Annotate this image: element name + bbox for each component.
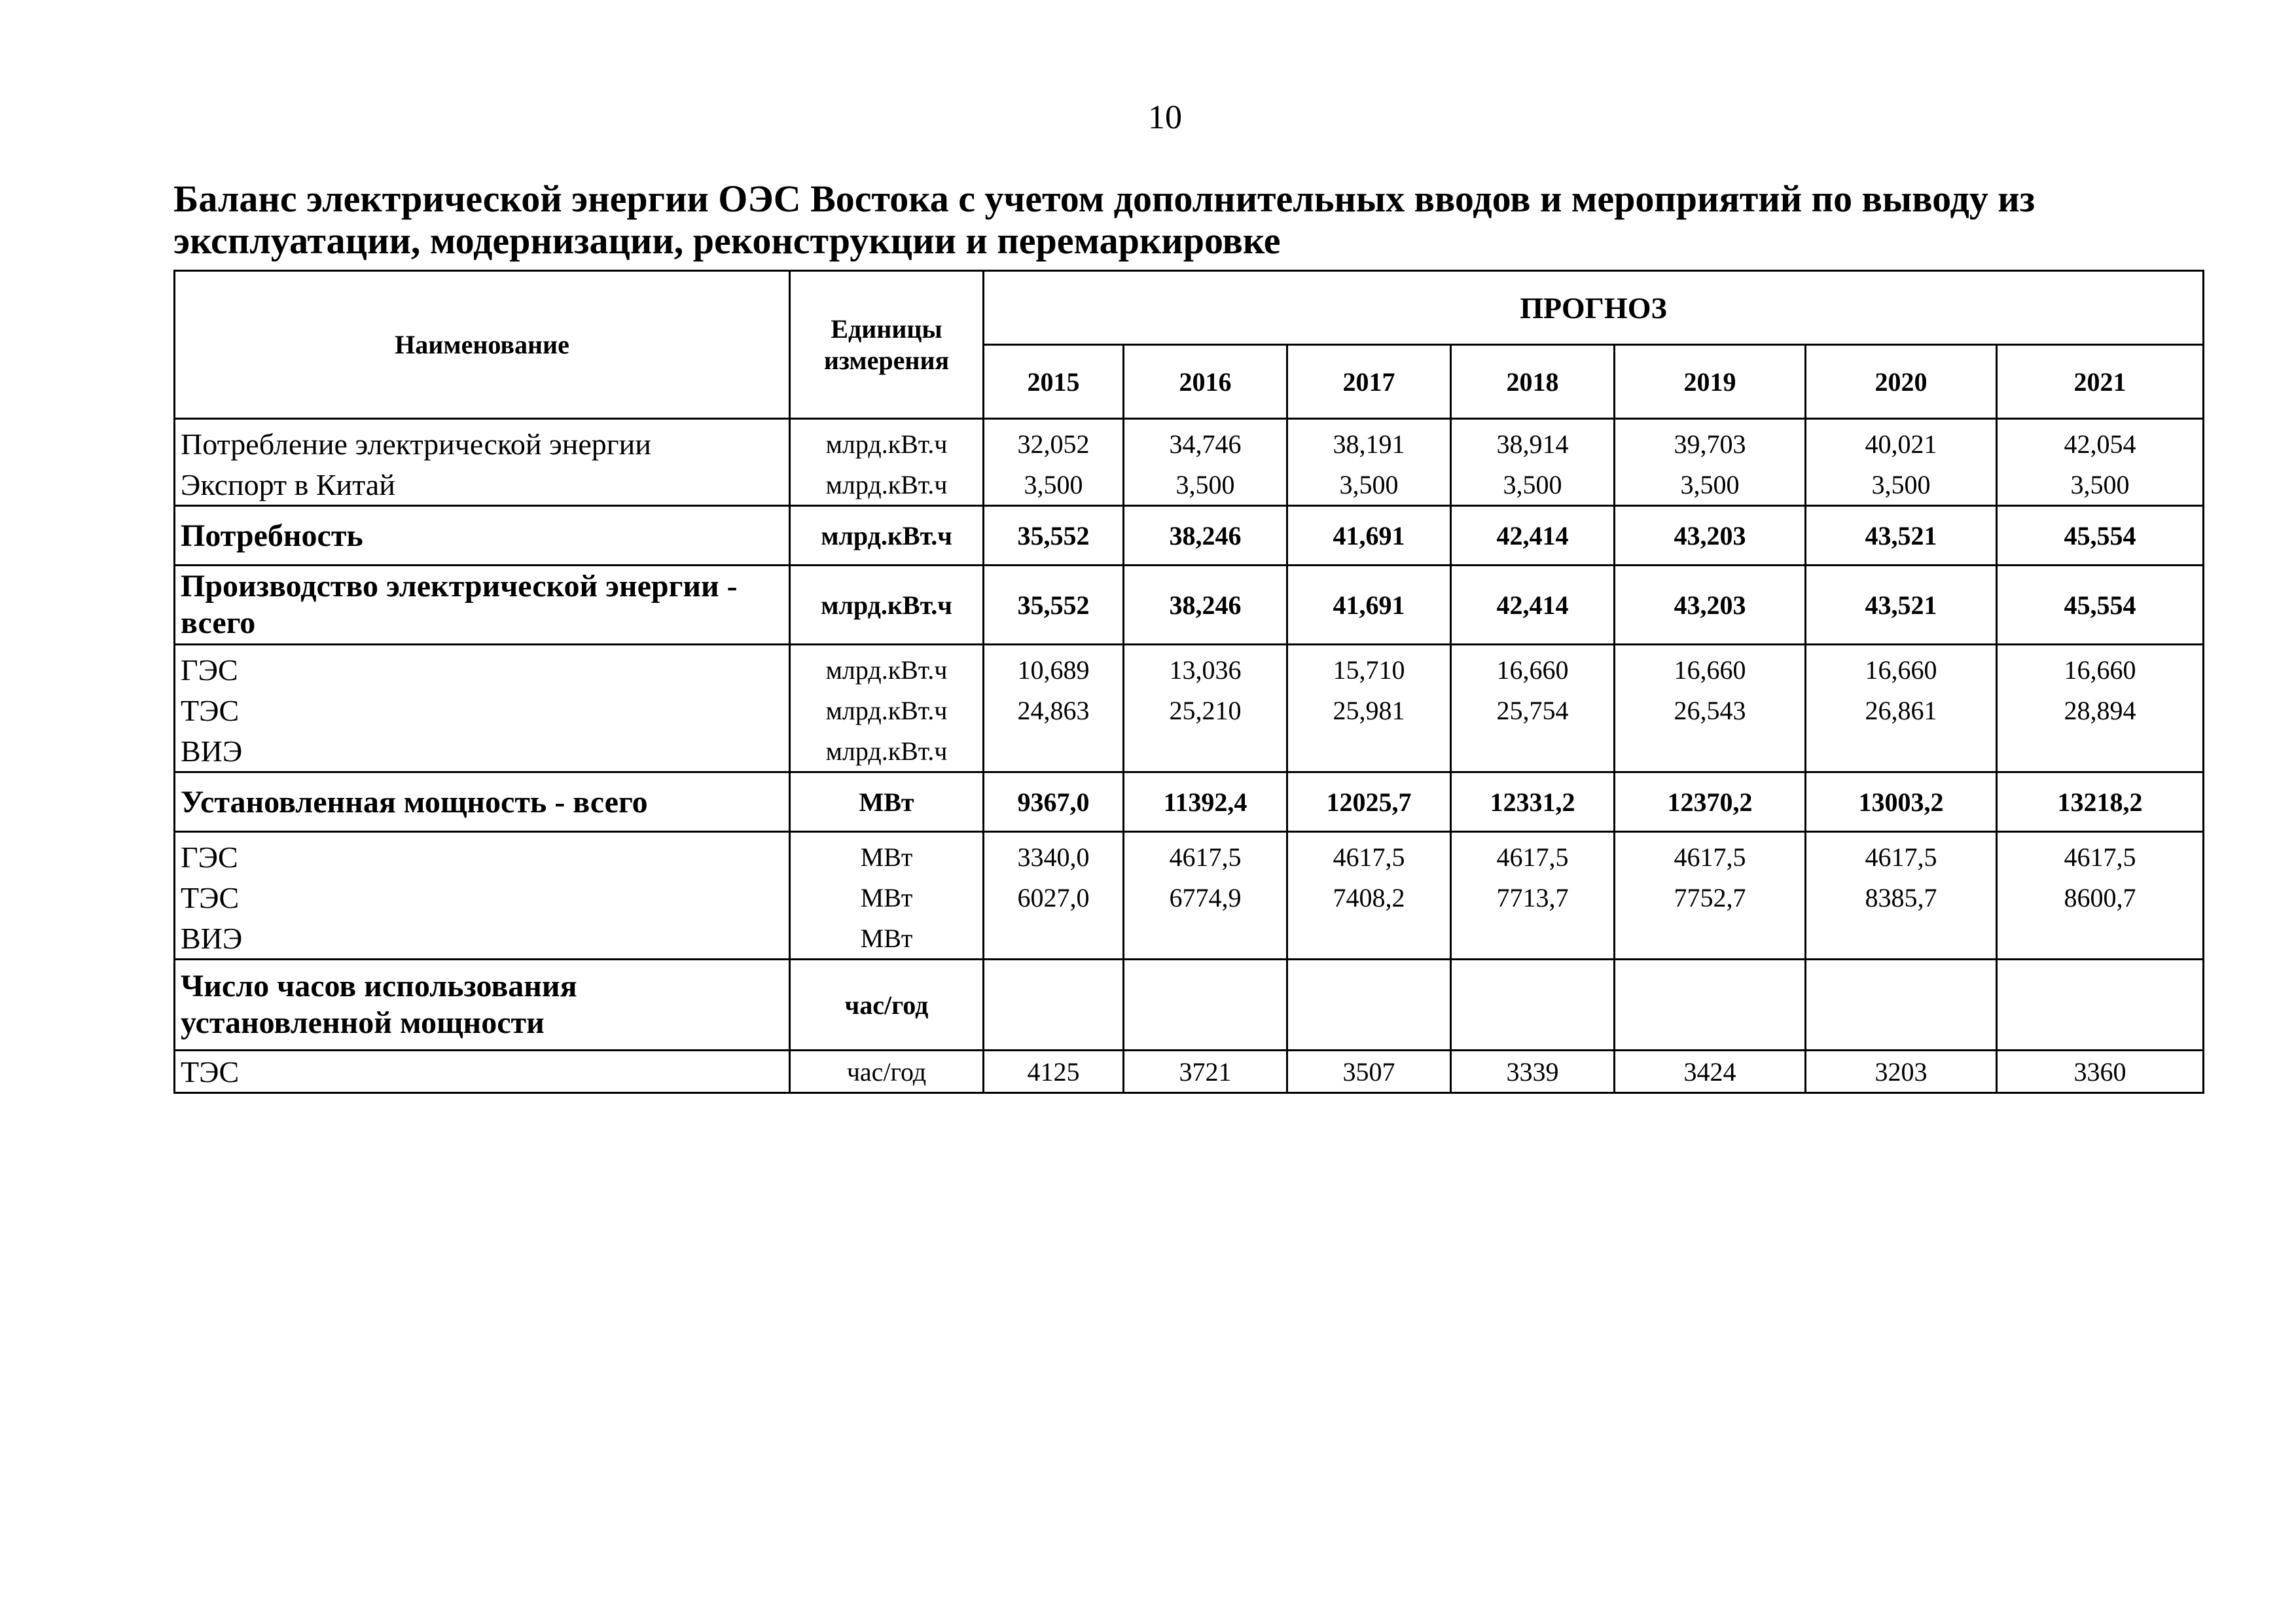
row-value: 45,554 [1997, 566, 2204, 645]
row-name: Потребность [175, 506, 790, 566]
document-title: Баланс электрической энергии ОЭС Востока с учетом дополнительных вводов и мероприятий по выводу из эксплуатации, модернизации, реконструкции и перемаркировке [173, 177, 2036, 262]
row-value: 24,863 [984, 690, 1124, 731]
page-number: 10 [1148, 99, 1182, 136]
row-value: 13,036 [1124, 645, 1287, 691]
row-name: ВИЭ [175, 731, 790, 772]
table-row [175, 464, 2204, 506]
row-value: 32,052 [984, 419, 1124, 465]
header-unit: Единицы измерения [790, 271, 984, 419]
table-row [175, 772, 2204, 832]
row-value [1997, 731, 2204, 772]
row-value: 26,861 [1806, 690, 1997, 731]
row-value: 4617,5 [1124, 832, 1287, 878]
row-value: 45,554 [1997, 506, 2204, 566]
row-unit: МВт [790, 877, 984, 918]
row-unit: млрд.кВт.ч [790, 419, 984, 465]
row-unit: МВт [790, 832, 984, 878]
row-value: 43,521 [1806, 566, 1997, 645]
row-value [1615, 731, 1806, 772]
row-value [1806, 731, 1997, 772]
row-unit: млрд.кВт.ч [790, 731, 984, 772]
row-value: 3,500 [1997, 464, 2204, 506]
row-value [1451, 731, 1615, 772]
row-unit: МВт [790, 918, 984, 960]
table-row [175, 960, 2204, 1051]
row-value: 3,500 [1287, 464, 1451, 506]
row-value: 34,746 [1124, 419, 1287, 465]
header-forecast: ПРОГНОЗ [984, 271, 2204, 345]
row-name: ТЭС [175, 1051, 790, 1093]
row-value: 3,500 [1615, 464, 1806, 506]
table-row [175, 506, 2204, 566]
row-value: 16,660 [1806, 645, 1997, 691]
table-row [175, 645, 2204, 691]
row-value: 10,689 [984, 645, 1124, 691]
header-year: 2020 [1806, 345, 1997, 419]
row-value [1806, 960, 1997, 1051]
row-value [1124, 918, 1287, 960]
row-value: 38,191 [1287, 419, 1451, 465]
row-value [1287, 918, 1451, 960]
table-row [175, 690, 2204, 731]
row-unit: млрд.кВт.ч [790, 506, 984, 566]
row-value: 28,894 [1997, 690, 2204, 731]
row-value: 6774,9 [1124, 877, 1287, 918]
table-row [175, 731, 2204, 772]
row-value: 3,500 [1124, 464, 1287, 506]
row-value: 4617,5 [1451, 832, 1615, 878]
row-value: 26,543 [1615, 690, 1806, 731]
row-value: 12370,2 [1615, 772, 1806, 832]
row-value: 39,703 [1615, 419, 1806, 465]
row-value: 3340,0 [984, 832, 1124, 878]
row-unit: час/год [790, 1051, 984, 1093]
row-value: 41,691 [1287, 506, 1451, 566]
row-value: 3507 [1287, 1051, 1451, 1093]
row-value: 3,500 [1806, 464, 1997, 506]
row-name: Производство электрической энергии - всего [175, 566, 790, 645]
table-row [175, 419, 2204, 465]
row-value: 4617,5 [1615, 832, 1806, 878]
row-value: 40,021 [1806, 419, 1997, 465]
row-value: 3,500 [984, 464, 1124, 506]
row-value: 35,552 [984, 506, 1124, 566]
row-value: 6027,0 [984, 877, 1124, 918]
row-value: 13003,2 [1806, 772, 1997, 832]
row-value: 4617,5 [1806, 832, 1997, 878]
row-value: 7408,2 [1287, 877, 1451, 918]
row-unit: МВт [790, 772, 984, 832]
row-value: 8600,7 [1997, 877, 2204, 918]
row-value: 15,710 [1287, 645, 1451, 691]
row-value [1451, 960, 1615, 1051]
row-value [1287, 731, 1451, 772]
row-name: Установленная мощность - всего [175, 772, 790, 832]
row-value: 4125 [984, 1051, 1124, 1093]
row-value [1806, 918, 1997, 960]
row-name: ГЭС [175, 832, 790, 878]
row-value: 38,246 [1124, 566, 1287, 645]
row-value [984, 918, 1124, 960]
table-row [175, 877, 2204, 918]
row-value: 3,500 [1451, 464, 1615, 506]
row-value: 8385,7 [1806, 877, 1997, 918]
row-value: 4617,5 [1287, 832, 1451, 878]
row-value: 3360 [1997, 1051, 2204, 1093]
row-name: ТЭС [175, 877, 790, 918]
row-name: Число часов использования установленной мощности [175, 960, 790, 1051]
header-year: 2018 [1451, 345, 1615, 419]
row-name: ГЭС [175, 645, 790, 691]
row-value: 9367,0 [984, 772, 1124, 832]
row-value: 13218,2 [1997, 772, 2204, 832]
table-row [175, 1051, 2204, 1093]
table-row [175, 832, 2204, 878]
row-value: 25,754 [1451, 690, 1615, 731]
row-value: 16,660 [1615, 645, 1806, 691]
row-value: 43,521 [1806, 506, 1997, 566]
row-value: 25,210 [1124, 690, 1287, 731]
row-unit: час/год [790, 960, 984, 1051]
row-value [984, 731, 1124, 772]
row-value: 42,054 [1997, 419, 2204, 465]
row-value: 12025,7 [1287, 772, 1451, 832]
row-value: 7713,7 [1451, 877, 1615, 918]
row-value: 3424 [1615, 1051, 1806, 1093]
row-name: ТЭС [175, 690, 790, 731]
row-value [1997, 960, 2204, 1051]
header-year: 2021 [1997, 345, 2204, 419]
row-value: 42,414 [1451, 566, 1615, 645]
row-value: 4617,5 [1997, 832, 2204, 878]
row-value: 25,981 [1287, 690, 1451, 731]
row-unit: млрд.кВт.ч [790, 690, 984, 731]
row-value [1124, 731, 1287, 772]
row-value: 7752,7 [1615, 877, 1806, 918]
row-unit: млрд.кВт.ч [790, 566, 984, 645]
row-value [1451, 918, 1615, 960]
row-unit: млрд.кВт.ч [790, 464, 984, 506]
row-value [1615, 960, 1806, 1051]
row-value: 3203 [1806, 1051, 1997, 1093]
row-value: 12331,2 [1451, 772, 1615, 832]
row-value: 16,660 [1997, 645, 2204, 691]
row-value [1287, 960, 1451, 1051]
row-value [1124, 960, 1287, 1051]
row-value: 11392,4 [1124, 772, 1287, 832]
table-row [175, 918, 2204, 960]
row-value: 3339 [1451, 1051, 1615, 1093]
row-value: 43,203 [1615, 566, 1806, 645]
row-value: 38,914 [1451, 419, 1615, 465]
row-unit: млрд.кВт.ч [790, 645, 984, 691]
row-name: ВИЭ [175, 918, 790, 960]
row-value: 38,246 [1124, 506, 1287, 566]
row-value: 35,552 [984, 566, 1124, 645]
row-value: 41,691 [1287, 566, 1451, 645]
row-value: 16,660 [1451, 645, 1615, 691]
row-value: 3721 [1124, 1051, 1287, 1093]
row-value [984, 960, 1124, 1051]
header-name: Наименование [175, 271, 790, 419]
row-value [1615, 918, 1806, 960]
row-name: Экспорт в Китай [175, 464, 790, 506]
header-year: 2015 [984, 345, 1124, 419]
row-value: 42,414 [1451, 506, 1615, 566]
header-year: 2017 [1287, 345, 1451, 419]
header-year: 2019 [1615, 345, 1806, 419]
header-year: 2016 [1124, 345, 1287, 419]
energy-balance-table [173, 270, 2204, 1094]
row-name: Потребление электрической энергии [175, 419, 790, 465]
row-value [1997, 918, 2204, 960]
row-value: 43,203 [1615, 506, 1806, 566]
table-row [175, 566, 2204, 645]
